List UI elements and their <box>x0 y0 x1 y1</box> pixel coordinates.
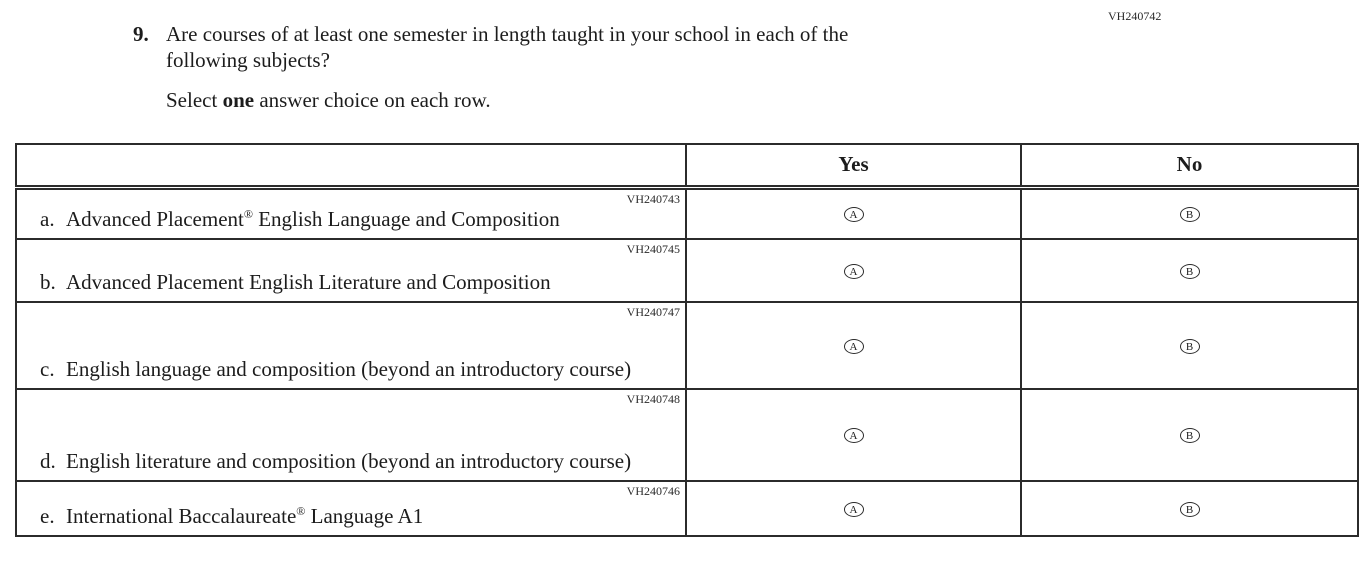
row-letter: b. <box>40 270 56 294</box>
header-row <box>16 144 1358 187</box>
row-item-code: VH240748 <box>626 392 680 406</box>
no-cell <box>1021 302 1358 389</box>
yes-cell <box>686 302 1021 389</box>
question-text <box>166 21 848 73</box>
answer-option-b[interactable]: B <box>1180 207 1200 222</box>
no-cell <box>1021 389 1358 481</box>
row-letter: c. <box>40 357 55 381</box>
question-block <box>133 21 848 73</box>
table-row-d <box>16 389 1358 481</box>
answer-option-a[interactable]: A <box>844 428 864 443</box>
yes-cell <box>686 481 1021 536</box>
answer-option-a[interactable]: A <box>844 502 864 517</box>
question-text-line2: following subjects? <box>166 48 330 72</box>
instruction-prefix: Select <box>166 88 223 112</box>
row-item-code: VH240745 <box>626 242 680 256</box>
registered-mark: ® <box>243 207 253 221</box>
answer-option-b[interactable]: B <box>1180 264 1200 279</box>
row-label-text: Advanced Placement® English Language and Composition <box>66 207 560 231</box>
table-row-e <box>16 481 1358 536</box>
row-label <box>40 270 677 295</box>
row-label-text: English language and composition (beyond an introductory course) <box>66 357 632 381</box>
column-header-no: No <box>1021 144 1358 187</box>
question-text-line1: Are courses of at least one semester in length taught in your school in each of the <box>166 22 849 46</box>
yes-cell <box>686 389 1021 481</box>
row-label-cell <box>16 187 686 239</box>
row-label-cell <box>16 389 686 481</box>
item-code: VH240742 <box>1108 9 1162 23</box>
no-cell <box>1021 239 1358 302</box>
answer-option-a[interactable]: A <box>844 339 864 354</box>
row-label-text: International Baccalaureate® Language A1 <box>66 504 424 528</box>
row-item-code: VH240743 <box>626 191 680 206</box>
answer-option-b[interactable]: B <box>1180 339 1200 354</box>
row-label-text: English literature and composition (beyond an introductory course) <box>66 449 632 473</box>
instruction-text <box>166 88 491 113</box>
yes-cell <box>686 239 1021 302</box>
row-letter: d. <box>40 449 56 473</box>
row-label <box>40 504 677 529</box>
table-row-a <box>16 187 1358 239</box>
subjects-table <box>15 143 1359 537</box>
table-row-b <box>16 239 1358 302</box>
no-cell <box>1021 187 1358 239</box>
row-label-cell <box>16 302 686 389</box>
no-cell <box>1021 481 1358 536</box>
row-item-code: VH240746 <box>626 484 680 498</box>
registered-mark: ® <box>296 504 306 518</box>
column-header-empty <box>16 144 686 187</box>
row-label-text: Advanced Placement English Literature and Composition <box>66 270 551 294</box>
row-letter: e. <box>40 504 55 528</box>
column-header-yes: Yes <box>686 144 1021 187</box>
instruction-suffix: answer choice on each row. <box>254 88 491 112</box>
answer-option-a[interactable]: A <box>844 207 864 222</box>
row-label <box>40 357 677 382</box>
yes-cell <box>686 187 1021 239</box>
row-label-cell <box>16 481 686 536</box>
row-letter: a. <box>40 207 55 231</box>
answer-option-a[interactable]: A <box>844 264 864 279</box>
row-item-code: VH240747 <box>626 305 680 319</box>
question-number: 9. <box>133 22 149 46</box>
row-label-cell <box>16 239 686 302</box>
row-label <box>40 449 677 474</box>
table-row-c <box>16 302 1358 389</box>
row-label <box>40 207 677 232</box>
answer-option-b[interactable]: B <box>1180 502 1200 517</box>
answer-option-b[interactable]: B <box>1180 428 1200 443</box>
instruction-bold-word: one <box>222 88 255 112</box>
